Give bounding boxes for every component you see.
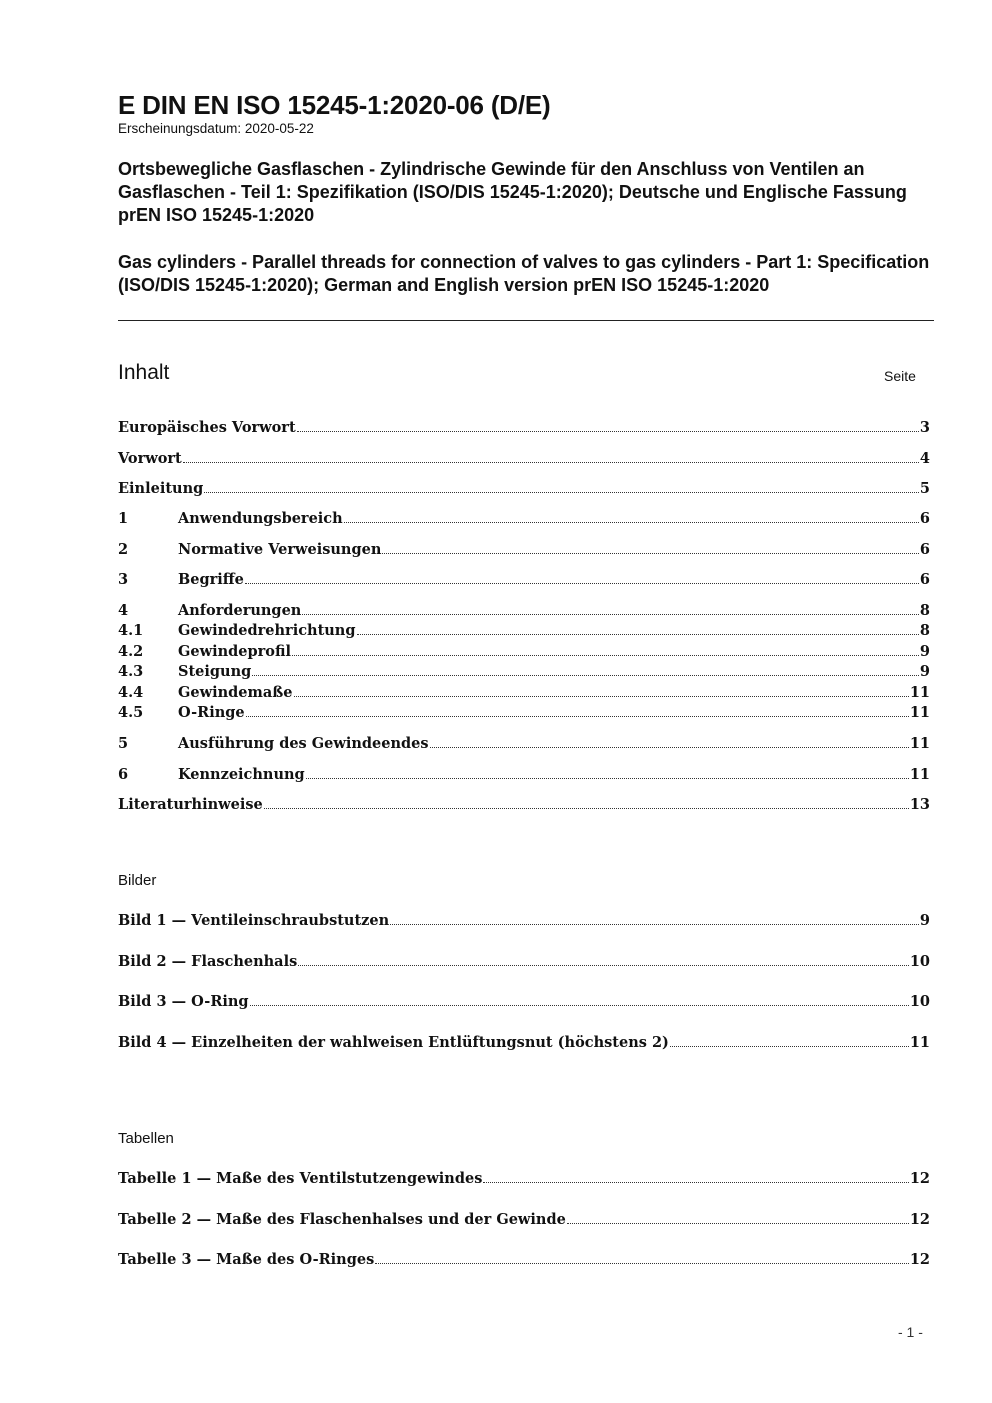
toc-entry-label: Gewindedrehrichtung — [178, 622, 356, 639]
toc-entry-label: Vorwort — [118, 450, 182, 467]
toc-entry-number: 4.3 — [118, 663, 144, 680]
dot-leader — [250, 991, 909, 1006]
toc-entry[interactable] — [118, 764, 930, 784]
table-entry[interactable] — [118, 1249, 930, 1269]
table-entry[interactable] — [118, 1168, 930, 1188]
toc-entry-number: 4 — [118, 602, 129, 619]
dot-leader — [264, 794, 909, 809]
dot-leader — [204, 478, 919, 493]
table-entry-label: Tabelle 1 — Maße des Ventilstutzengewindes — [118, 1170, 483, 1187]
figure-entry-page: 10 — [909, 993, 930, 1010]
toc-entry[interactable] — [118, 641, 930, 661]
dot-leader — [297, 417, 919, 432]
dot-leader — [670, 1032, 909, 1047]
dot-leader — [382, 539, 919, 554]
dot-leader — [183, 448, 919, 463]
toc-entry[interactable] — [118, 508, 930, 528]
table-entry-page: 12 — [909, 1170, 930, 1187]
toc-entry-number: 3 — [118, 571, 129, 588]
toc-entry-page: 9 — [919, 643, 930, 660]
dot-leader — [292, 641, 919, 656]
tables-heading: Tabellen — [118, 1130, 174, 1147]
dot-leader — [294, 682, 909, 697]
toc-entry-page: 5 — [919, 480, 930, 497]
dot-leader — [246, 702, 909, 717]
dot-leader — [245, 569, 919, 584]
toc-heading: Inhalt — [118, 361, 170, 384]
table-entry-label: Tabelle 2 — Maße des Flaschenhalses und der Gewinde — [118, 1211, 566, 1228]
toc-entry-page: 11 — [909, 735, 930, 752]
toc-entry[interactable] — [118, 661, 930, 681]
toc-entry[interactable] — [118, 702, 930, 722]
toc-entry-label: Normative Verweisungen — [178, 541, 382, 558]
toc-entry-page: 9 — [919, 663, 930, 680]
figure-entry-label: Bild 4 — Einzelheiten der wahlweisen Entlüftungsnut (höchstens 2) — [118, 1034, 669, 1051]
table-entry-page: 12 — [909, 1211, 930, 1228]
figure-entry-page: 9 — [919, 912, 930, 929]
dot-leader — [483, 1168, 908, 1183]
toc-entry-label: Gewindemaße — [178, 684, 293, 701]
toc-entry-label: Anforderungen — [178, 602, 302, 619]
toc-entry[interactable] — [118, 539, 930, 559]
figures-heading: Bilder — [118, 872, 157, 889]
toc-entry-page: 6 — [919, 571, 930, 588]
dot-leader — [306, 764, 909, 779]
toc-entry-label: Einleitung — [118, 480, 204, 497]
toc-entry-label: Literaturhinweise — [118, 796, 263, 813]
toc-entry-number: 1 — [118, 510, 129, 527]
toc-entry-number: 4.2 — [118, 643, 144, 660]
table-entry[interactable] — [118, 1209, 930, 1229]
toc-page-column-label: Seite — [884, 368, 916, 384]
toc-entry-page: 6 — [919, 541, 930, 558]
toc-entry-page: 6 — [919, 510, 930, 527]
toc-entry-number: 6 — [118, 766, 129, 783]
toc-entry-page: 11 — [909, 766, 930, 783]
toc-entry-label: Ausführung des Gewindeendes — [178, 735, 429, 752]
dot-leader — [298, 951, 909, 966]
toc-entry-label: Europäisches Vorwort — [118, 419, 296, 436]
toc-entry-number: 2 — [118, 541, 129, 558]
toc-entry-page: 3 — [919, 419, 930, 436]
toc-entry-label: Kennzeichnung — [178, 766, 305, 783]
publication-date: Erscheinungsdatum: 2020-05-22 — [118, 121, 314, 136]
toc-entry[interactable] — [118, 569, 930, 589]
toc-entry-number: 4.5 — [118, 704, 144, 721]
dot-leader — [252, 661, 919, 676]
toc-entry-page: 11 — [909, 684, 930, 701]
toc-entry[interactable] — [118, 794, 930, 814]
toc-entry-label: Begriffe — [178, 571, 244, 588]
dot-leader — [302, 600, 919, 615]
toc-entry[interactable] — [118, 682, 930, 702]
figure-entry-label: Bild 1 — Ventileinschraubstutzen — [118, 912, 390, 929]
toc-entry[interactable] — [118, 448, 930, 468]
toc-entry[interactable] — [118, 600, 930, 620]
dot-leader — [357, 620, 919, 635]
toc-entry-label: O-Ringe — [178, 704, 245, 721]
figure-entry[interactable] — [118, 1032, 930, 1052]
toc-entry-label: Anwendungsbereich — [178, 510, 343, 527]
title-divider — [118, 320, 934, 321]
figure-entry[interactable] — [118, 951, 930, 971]
toc-entry-page: 11 — [909, 704, 930, 721]
figure-entry-page: 10 — [909, 953, 930, 970]
page-number: - 1 - — [898, 1324, 923, 1340]
toc-entry-label: Steigung — [178, 663, 252, 680]
title-german: Ortsbewegliche Gasflaschen - Zylindrische Gewinde für den Anschluss von Ventilen an Gasflaschen - Teil 1: Spezifikation (ISO/DIS 15245-1:2020); Deutsche und Englische Fassung prEN ISO 15245-1:2020 — [118, 159, 907, 225]
toc-entry[interactable] — [118, 620, 930, 640]
figure-entry[interactable] — [118, 910, 930, 930]
toc-entry-page: 4 — [919, 450, 930, 467]
toc-entry-number: 4.1 — [118, 622, 144, 639]
toc-entry-number: 5 — [118, 735, 129, 752]
table-entry-page: 12 — [909, 1251, 930, 1268]
figure-entry-page: 11 — [909, 1034, 930, 1051]
figure-entry-label: Bild 2 — Flaschenhals — [118, 953, 298, 970]
table-entry-label: Tabelle 3 — Maße des O-Ringes — [118, 1251, 375, 1268]
dot-leader — [390, 910, 919, 925]
toc-entry-number: 4.4 — [118, 684, 144, 701]
dot-leader — [375, 1249, 909, 1264]
dot-leader — [344, 508, 919, 523]
toc-entry-label: Gewindeprofil — [178, 643, 292, 660]
figure-entry-label: Bild 3 — O-Ring — [118, 993, 249, 1010]
dot-leader — [567, 1209, 909, 1224]
document-id: E DIN EN ISO 15245-1:2020-06 (D/E) — [118, 90, 551, 120]
title-english: Gas cylinders - Parallel threads for connection of valves to gas cylinders - Part 1: Specification (ISO/DIS 15245-1:2020); German and English version prEN ISO 15245-1:2020 — [118, 252, 930, 295]
toc-entry[interactable] — [118, 733, 930, 753]
dot-leader — [430, 733, 909, 748]
toc-entry[interactable] — [118, 478, 930, 498]
toc-entry-page: 13 — [909, 796, 930, 813]
toc-entry-page: 8 — [919, 602, 930, 619]
toc-entry[interactable] — [118, 417, 930, 437]
figure-entry[interactable] — [118, 991, 930, 1011]
toc-entry-page: 8 — [919, 622, 930, 639]
